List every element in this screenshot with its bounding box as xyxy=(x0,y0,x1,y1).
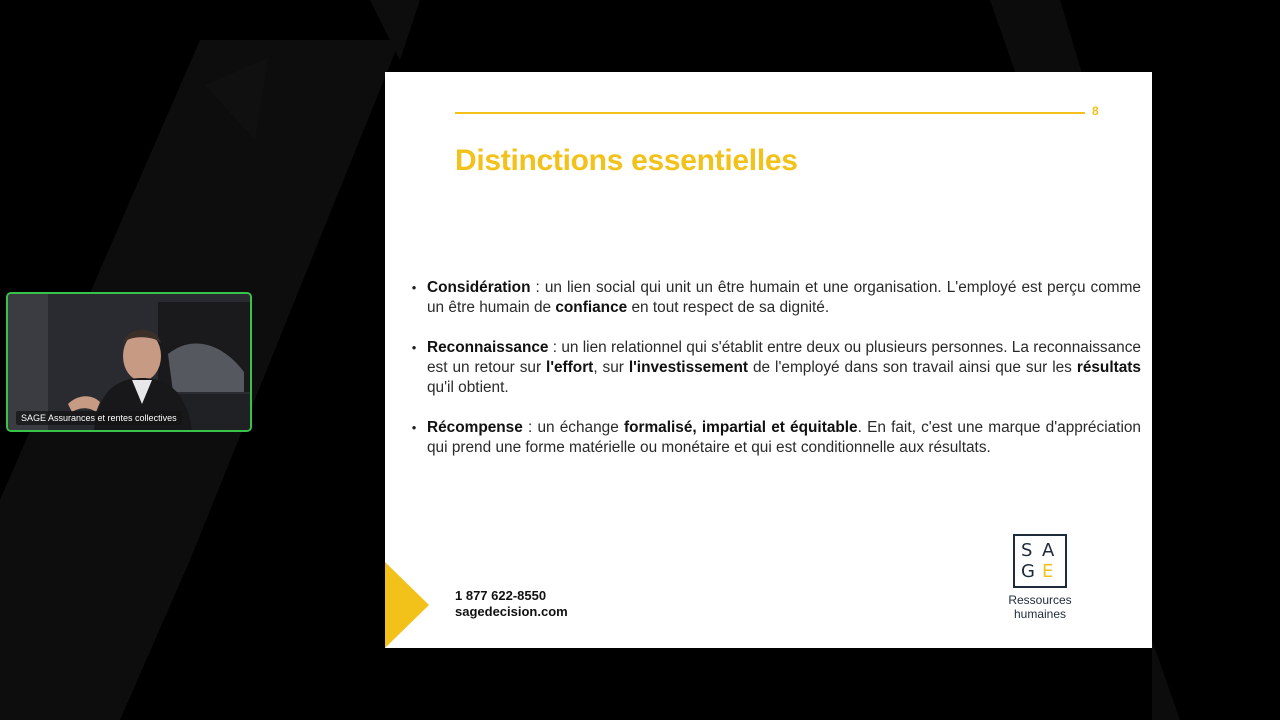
logo-letter-e: E xyxy=(1042,561,1054,582)
contact-website: sagedecision.com xyxy=(455,604,568,619)
logo-caption-line1: Ressources xyxy=(1008,593,1072,607)
logo-letter-g: G xyxy=(1021,561,1035,582)
contact-phone: 1 877 622-8550 xyxy=(455,588,547,603)
logo-caption-line2: humaines xyxy=(1013,607,1067,621)
bullet-item-recompense xyxy=(401,418,1141,458)
logo-letter-s: S xyxy=(1021,540,1033,561)
bullet-list xyxy=(401,278,1141,478)
contact-block xyxy=(455,588,568,620)
bullet-dot-icon: • xyxy=(411,280,417,295)
presentation-slide xyxy=(385,72,1152,648)
slide-page-number: 8 xyxy=(1092,104,1099,118)
bullet-dot-icon: • xyxy=(411,340,417,355)
logo-caption xyxy=(990,593,1090,621)
bullet-text-recompense: Récompense : un échange formalisé, impartial et équitable. En fait, c'est une marque d'appréciation qui prend une forme matérielle ou monétaire et qui est conditionnelle aux résultats. xyxy=(427,419,1141,456)
bullet-dot-icon: • xyxy=(411,420,417,435)
webcam-video-feed xyxy=(8,294,250,430)
corner-triangle-decoration xyxy=(385,562,429,648)
webcam-tile[interactable] xyxy=(6,292,252,432)
slide-title: Distinctions essentielles xyxy=(455,144,798,177)
bullet-text-consideration: Considération : un lien social qui unit un être humain et une organisation. L'employé est perçu comme un être humain de confiance en tout respect de sa dignité. xyxy=(427,279,1141,316)
webcam-participant-label: SAGE Assurances et rentes collectives xyxy=(16,411,182,425)
slide-header-rule xyxy=(455,112,1085,114)
sage-logo xyxy=(1013,534,1067,588)
bullet-item-consideration xyxy=(401,278,1141,318)
bullet-item-reconnaissance xyxy=(401,338,1141,398)
bullet-text-reconnaissance: Reconnaissance : un lien relationnel qui s'établit entre deux ou plusieurs personnes. La reconnaissance est un retour sur l'effort, sur l'investissement de l'employé dans son travail ainsi que sur les résultats qu'il obtient. xyxy=(427,339,1141,396)
logo-letter-a: A xyxy=(1042,540,1055,561)
